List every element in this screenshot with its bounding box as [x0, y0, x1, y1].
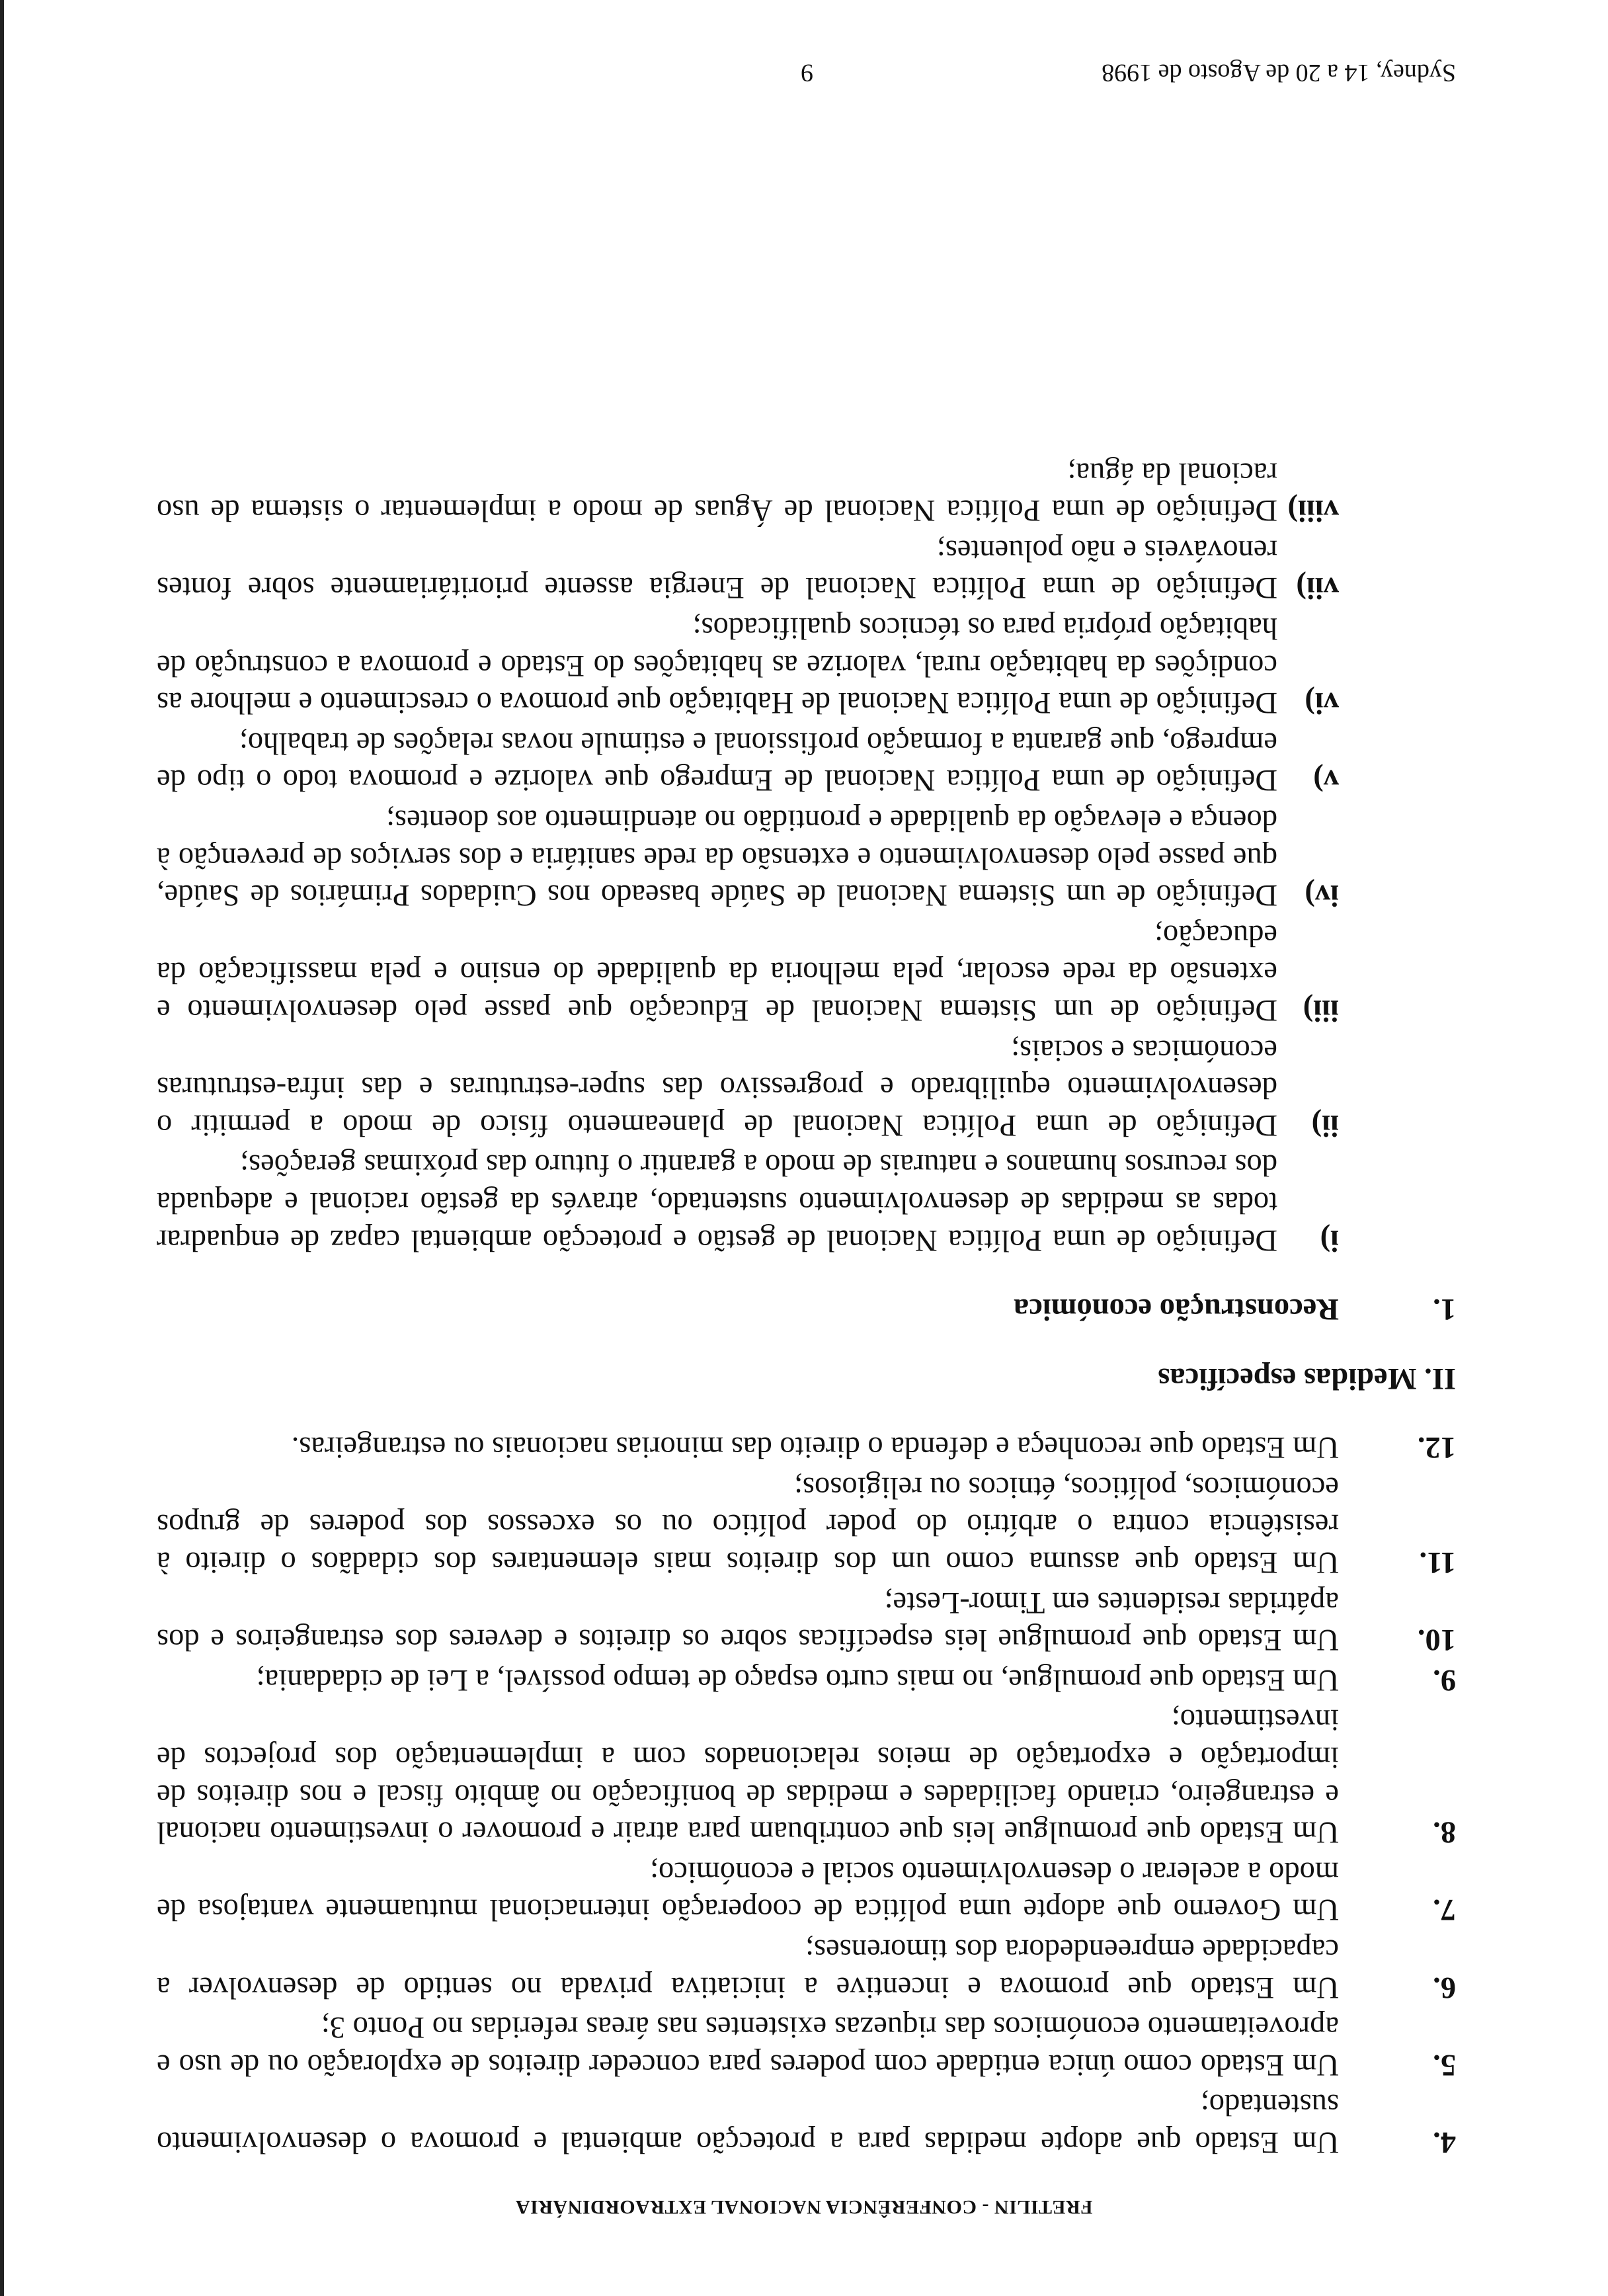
sub-list-item [157, 608, 1456, 721]
subitem-number: ii) [1311, 1108, 1339, 1142]
subsection-heading [157, 1290, 1456, 1328]
list-item [157, 1583, 1456, 1658]
list-item [157, 2008, 1456, 2083]
item-text: Um Estado que adopte medidas para a protecção ambiental e promova o desenvolvimento sustentado; [157, 2088, 1339, 2159]
item-text: Um Estado como única entidade com poderes para conceder direitos de exploração ou de uso e aproveitamento económicos das riquezas existentes nas áreas referidas no Ponto 3; [157, 2010, 1339, 2082]
subitem-number: vi) [1305, 686, 1339, 720]
list-item [157, 2086, 1456, 2160]
item-number: 11. [1419, 1545, 1456, 1580]
sub-list-item [157, 1031, 1456, 1143]
list-item [157, 1930, 1456, 2005]
item-text: Um Governo que adopte uma política de cooperação internacional mutuamente vantajosa de modo a acelerar o desenvolvimento social e económico; [157, 1855, 1339, 1927]
list-item [157, 1428, 1456, 1466]
sub-list-item [157, 454, 1456, 528]
list-item [157, 1853, 1456, 1928]
item-number: 4. [1433, 2125, 1456, 2159]
item-number: 10. [1417, 1623, 1456, 1657]
section-heading: II. Medidas específicas [1158, 1361, 1456, 1395]
sub-list-item [157, 801, 1456, 913]
subitem-number: v) [1313, 763, 1339, 798]
subitem-text: Definição de uma Política Nacional de gestão e protecção ambiental capaz de enquadrar todas as medidas de desenvolvimento sustentado, através da gestão racional e adequada dos recursos humanos e naturais de modo a garantir o futuro das próximas gerações; [157, 1148, 1277, 1257]
running-header: FRETILIN - CONFERÊNCIA NACIONAL EXTRAORDINÁRIA [515, 2196, 1093, 2218]
sub-list-item [157, 1146, 1456, 1258]
subitem-number: i) [1320, 1223, 1339, 1257]
subitem-number: iii) [1303, 993, 1339, 1027]
sub-list-item [157, 723, 1456, 798]
subitem-text: Definição de um Sistema Nacional de Educação que passe pelo desenvolvimento e extensão da rede escolar, pela melhoria da qualidade do ensino e pela massificação da educação; [157, 918, 1277, 1027]
item-number: 9. [1433, 1662, 1456, 1697]
document-body [157, 451, 1456, 2160]
subitem-text: Definição de uma Política Nacional de Emprego que valorize e promova todo o tipo de emprego, que garanta a formação profissional e estimule novas relações de trabalho; [157, 725, 1277, 798]
list-item [157, 1660, 1456, 1698]
item-text: Um Estado que promulgue, no mais curto espaço de tempo possível, a Lei de cidadania; [256, 1662, 1339, 1697]
footer-place-date: Sydney, 14 a 20 de Agosto de 1998 [1102, 59, 1456, 87]
sub-list-item [157, 531, 1456, 606]
item-text: Um Estado que reconheça e defenda o direito das minorias nacionais ou estrangeiras. [291, 1430, 1339, 1465]
list-item [157, 1701, 1456, 1850]
item-number: 6. [1433, 1970, 1456, 2004]
subitem-text: Definição de uma Política Nacional de Águas de modo a implementar o sistema de uso racional da água; [157, 456, 1277, 528]
item-number: 5. [1433, 2047, 1456, 2082]
subsection-number: 1. [1433, 1292, 1456, 1327]
page-number: 9 [801, 59, 813, 87]
item-text: Um Estado que assuma como um dos direitos mais elementares dos cidadãos o direito à resistência contra o arbítrio do poder político ou os excessos dos poderes de grupos económicos, políticos, étnicos ou religiosos; [157, 1470, 1339, 1580]
item-number: 12. [1417, 1430, 1456, 1465]
subitem-text: Definição de uma Política Nacional de planeamento físico de modo a permitir o desenvolvimento equilibrado e progressivo das super-estruturas e das infra-estruturas económicas e sociais; [157, 1033, 1277, 1142]
item-number: 7. [1433, 1893, 1456, 1927]
subitem-text: Definição de um Sistema Nacional de Saúde baseado nos Cuidados Primários de Saúde, que passe pelo desenvolvimento e extensão da rede sanitária e dos serviços de prevenção à doença e elevação da qualidade e prontidão no atendimento aos doentes; [157, 803, 1277, 913]
subitem-number: viii) [1287, 493, 1339, 528]
subitem-number: iv) [1305, 878, 1339, 913]
item-text: Um Estado que promova e incentive a iniciativa privada no sentido de desenvolver a capacidade empreendedora dos timorenses; [157, 1933, 1339, 2004]
item-text: Um Estado que promulgue leis que contribuam para atrair e promover o investimento nacional e estrangeiro, criando facilidades e medidas de bonificação no âmbito fiscal e nos direitos de importação e exportação de meios relacionados com a implementação dos projectos de investimento; [157, 1703, 1339, 1850]
subitem-text: Definição de uma Política Nacional de Energia assente prioritáriamente sobre fontes renováveis e não poluentes; [157, 533, 1277, 605]
subitem-number: vii) [1296, 571, 1339, 605]
subsection-title: Reconstrução económica [1014, 1292, 1339, 1327]
item-text: Um Estado que promulgue leis específicas sobre os direitos e deveres dos estrangeiros e dos apátridas residentes em Timor-Leste; [157, 1585, 1339, 1657]
item-number: 8. [1433, 1815, 1456, 1850]
subitem-text: Definição de uma Política Nacional de Habitação que promova o crescimento e melhore as condições da habitação rural, valorize as habitações do Estado e promova a construção de habitação própria para os técnicos qualificados; [157, 611, 1277, 720]
sub-list-item [157, 916, 1456, 1028]
list-item [157, 1468, 1456, 1580]
scan-border [0, 0, 4, 2296]
